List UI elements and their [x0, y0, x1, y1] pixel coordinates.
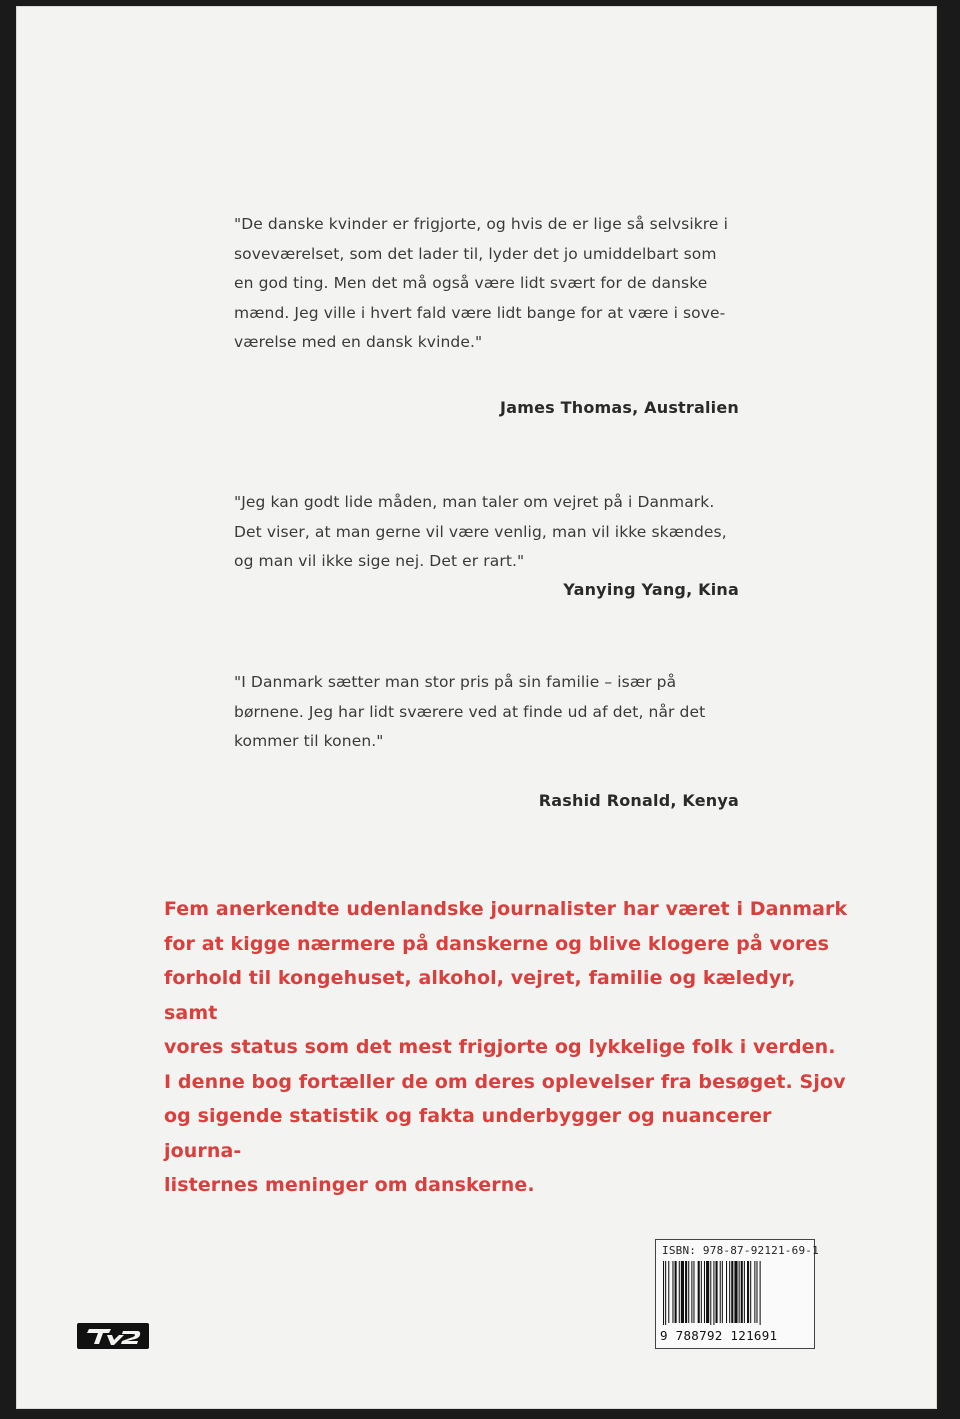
barcode-bar	[739, 1261, 740, 1323]
quote-3	[234, 668, 779, 757]
barcode-bar	[704, 1261, 705, 1323]
quote-3-attribution: Rashid Ronald, Kenya	[538, 791, 739, 810]
quote-line: kommer til konen."	[234, 732, 384, 750]
barcode-bar	[747, 1261, 749, 1323]
quote-line: soveværelset, som det lader til, lyder det jo umiddelbart som	[234, 244, 717, 263]
barcode-bar	[691, 1261, 692, 1323]
quote-line: en god ting. Men det må også være lidt svært for de danske	[234, 274, 708, 292]
barcode-bar	[750, 1261, 751, 1323]
barcode-bar	[754, 1261, 755, 1323]
quote-1-attribution: James Thomas, Australien	[500, 398, 739, 417]
barcode-bar	[668, 1261, 669, 1323]
barcode-digits: 9 788792 121691	[660, 1328, 778, 1343]
barcode-bar	[731, 1261, 733, 1323]
barcode-bar	[756, 1261, 757, 1323]
barcode-bar	[720, 1261, 721, 1323]
quote-line: og man vil ikke sige nej. Det er rart."	[234, 552, 525, 570]
barcode-bar	[716, 1261, 718, 1323]
barcode-bar	[685, 1261, 687, 1323]
description-line: for at kigge nærmere på danskerne og blive klogere på vores	[164, 932, 830, 955]
quote-1	[234, 210, 779, 358]
barcode-bar	[698, 1261, 700, 1323]
barcode-bar	[663, 1261, 664, 1325]
barcode-bar	[701, 1261, 702, 1323]
quote-line: "Jeg kan godt lide måden, man taler om vejret på i Danmark.	[234, 493, 715, 511]
description-line: Fem anerkendte udenlandske journalister har været i Danmark	[164, 898, 848, 920]
description-line: og sigende statistik og fakta underbygger og nuancerer journa-	[164, 1105, 772, 1162]
barcode-bar	[722, 1261, 723, 1323]
barcode-bar	[706, 1261, 709, 1323]
tv2-logo-graphic	[77, 1323, 149, 1349]
quote-line: værelse med en dansk kvinde."	[234, 333, 483, 351]
description-line: forhold til kongehuset, alkohol, vejret, familie og kæledyr, samt	[164, 967, 796, 1024]
barcode-bar	[729, 1261, 730, 1323]
quote-line: Det viser, at man gerne vil være venlig, man vil ikke skændes,	[234, 522, 727, 541]
barcode-bar	[693, 1261, 694, 1323]
barcode-bar	[672, 1261, 673, 1323]
quote-line: "I Danmark sætter man stor pris på sin familie – især på	[234, 673, 677, 691]
barcode-bar	[688, 1261, 689, 1323]
barcode-bar	[734, 1261, 737, 1323]
barcode-bar	[675, 1261, 677, 1323]
description-line: vores status som det mest frigjorte og lykkelige folk i verden.	[164, 1036, 836, 1058]
book-back-cover	[16, 6, 937, 1409]
quote-line: børnene. Jeg har lidt sværere ved at finde ud af det, når det	[234, 702, 706, 721]
quote-2-attribution: Yanying Yang, Kina	[563, 580, 739, 599]
isbn-number: ISBN: 978-87-92121-69-1	[662, 1244, 819, 1257]
barcode-bar	[681, 1261, 684, 1323]
quote-2	[234, 488, 779, 577]
description-line: I denne bog fortæller de om deres oplevelser fra besøget. Sjov	[164, 1070, 846, 1093]
barcode-bar	[760, 1261, 761, 1325]
quote-line: mænd. Jeg ville i hvert fald være lidt bange for at være i sove-	[234, 303, 726, 322]
barcode-graphic	[662, 1261, 808, 1325]
isbn-barcode-box	[655, 1239, 819, 1349]
book-description	[164, 892, 854, 1203]
barcode-bar	[665, 1261, 666, 1325]
barcode-bar	[744, 1261, 745, 1323]
barcode-bar	[726, 1261, 727, 1323]
barcode-bar	[710, 1261, 711, 1325]
quote-line: "De danske kvinder er frigjorte, og hvis de er lige så selvsikre i	[234, 215, 729, 233]
barcode-bar	[679, 1261, 680, 1323]
tv2-logo	[77, 1323, 149, 1349]
description-line: listernes meninger om danskerne.	[164, 1174, 535, 1196]
barcode-bar	[741, 1261, 743, 1323]
barcode-bar	[713, 1261, 714, 1325]
